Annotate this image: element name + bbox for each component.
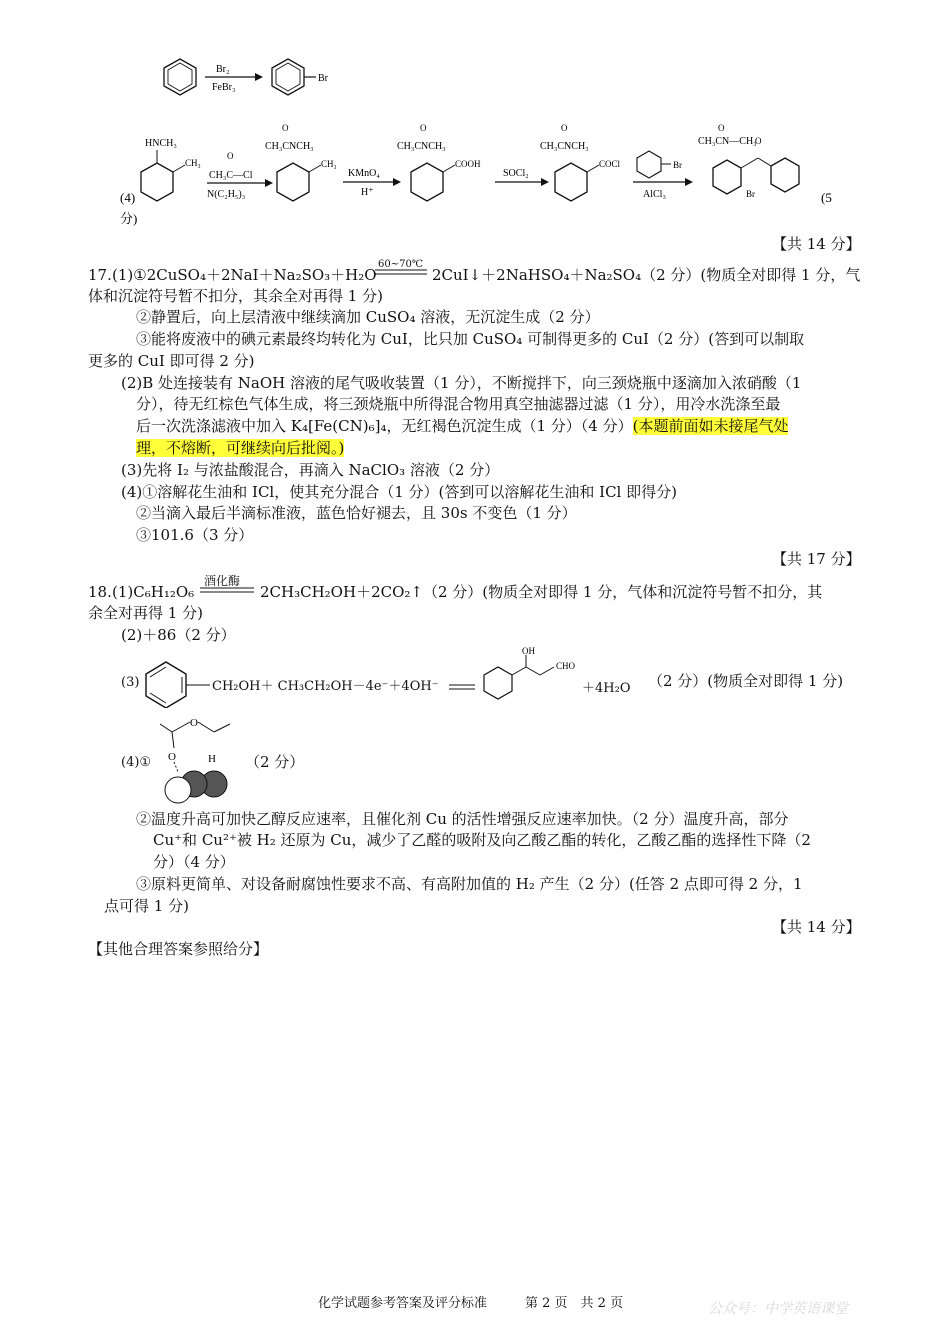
ball-stick-model: [150, 714, 240, 806]
q18-number: 18.: [88, 583, 112, 601]
equilibrium-equals: [375, 268, 427, 276]
reagent-ring: [637, 151, 661, 178]
watermark: 公众号：中学英语课堂: [708, 1301, 848, 1317]
general-note: 【其他合理答案参照给分】: [88, 940, 269, 958]
q18-4-2-line2: Cu⁺和 Cu²⁺被 H₂ 还原为 Cu，减少了乙醛的吸附及向乙酸乙酯的转化，乙酸乙酯的选择性下降（2: [153, 831, 811, 849]
q17-2-line3: [136, 416, 788, 437]
bromobenzene-ring: [272, 59, 304, 95]
ring-3: [411, 163, 443, 201]
svg-text:H: H: [208, 753, 216, 765]
q18-3-score: （2 分）(物质全对即得 1 分): [648, 672, 844, 690]
svg-text:O: O: [561, 123, 568, 133]
benzene-ring: [164, 59, 196, 95]
q18-4-3-line1: ③原料更简单、对设备耐腐蚀性要求不高、有高附加值的 H₂ 产生（2 分）(任答 2 点即可得 2 分，1: [136, 875, 803, 893]
q18-1-line2: 余全对再得 1 分): [88, 604, 203, 622]
q17-4-2: ②当滴入最后半滴标准液，蓝色恰好褪去，且 30s 不变色（1 分）: [136, 504, 577, 522]
svg-text:N(C₂H₅)₃: N(C₂H₅)₃: [207, 189, 246, 200]
svg-text:O: O: [755, 136, 762, 146]
q18-4-2-line1: ②温度升高可加快乙醇反应速率，且催化剂 Cu 的活性增强反应速率加快。（2 分）温度升高，部分: [136, 810, 789, 828]
ring-4: [555, 163, 587, 201]
q17-2-line1: (2)B 处连接装有 NaOH 溶液的尾气吸收装置（1 分），不断搅拌下，向三颈烧瓶中逐滴加入浓硝酸（1: [121, 374, 802, 392]
svg-text:(5: (5: [821, 190, 832, 205]
ring-5a: [713, 160, 741, 194]
svg-text:CH₃CNCH₃: CH₃CNCH₃: [540, 141, 589, 152]
svg-text:CHO: CHO: [556, 661, 576, 671]
svg-text:KMnO₄: KMnO₄: [348, 168, 380, 179]
svg-text:O: O: [227, 151, 234, 161]
q18-total: 【共 14 分】: [772, 918, 861, 936]
svg-text:CH₃CNCH₃: CH₃CNCH₃: [397, 141, 446, 152]
svg-text:SOCl₂: SOCl₂: [503, 168, 529, 179]
svg-text:O: O: [168, 751, 176, 763]
q17-3: (3)先将 I₂ 与浓盐酸混合，再滴入 NaClO₃ 溶液（2 分）: [121, 461, 500, 479]
svg-text:CH₃C—Cl: CH₃C—Cl: [209, 170, 253, 181]
q17-2-line2: 分），待无红棕色气体生成，将三颈烧瓶中所得混合物用真空抽滤器过滤（1 分），用冷水洗涤至最: [136, 395, 781, 413]
q17-1-3-line2: 更多的 CuI 即可得 2 分): [88, 352, 255, 370]
svg-text:O: O: [190, 717, 198, 729]
svg-text:CH₃: CH₃: [185, 158, 201, 168]
q18-1-a: (1)C₆H₁₂O₆: [112, 583, 195, 601]
highlight-note-2: 理，不熔断，可继续向后批阅。): [136, 439, 345, 457]
footer-page: 第 2 页 共 2 页: [525, 1296, 624, 1311]
q18-3-eq-b: ＋4H₂O: [582, 681, 631, 696]
svg-text:Br: Br: [746, 189, 755, 199]
svg-text:OH: OH: [522, 646, 535, 656]
bromination-scheme: [150, 58, 350, 114]
svg-text:H⁺: H⁺: [361, 187, 374, 198]
svg-text:分): 分): [120, 211, 138, 226]
reagent-bottom: FeBr₃: [212, 82, 236, 93]
svg-text:CH₃CNCH₃: CH₃CNCH₃: [265, 141, 314, 152]
svg-text:O: O: [420, 123, 427, 133]
q17-1-1-line1b: 2CuI↓＋2NaHSO₄＋Na₂SO₄（2 分）(物质全对即得 1 分，气: [432, 266, 861, 284]
benzyl-ring: [140, 658, 210, 708]
q17-2-line3-text: 后一次洗涤滤液中加入 K₄[Fe(CN)₆]₄，无红褐色沉淀生成（1 分）（4 分）: [136, 417, 633, 435]
q17-4-1: (4)①溶解花生油和 ICl，使其充分混合（1 分）(答到可以溶解花生油和 ICl 即得分): [121, 483, 677, 501]
q18-3-label: (3): [121, 675, 140, 690]
svg-text:AlCl₃: AlCl₃: [643, 189, 666, 200]
q17-1-1-line2: 体和沉淀符号暂不扣分，其余全对再得 1 分): [88, 287, 383, 305]
highlight-note: (本题前面如未接尾气处: [632, 417, 789, 435]
synthesis-scheme: [115, 118, 865, 228]
q18-condition: 酒化酶: [204, 574, 241, 588]
ring-5b: [771, 158, 799, 192]
svg-text:CH₃CN—CH₃: CH₃CN—CH₃: [698, 136, 757, 147]
svg-text:Br: Br: [673, 160, 682, 170]
q17-2-line4: [136, 438, 344, 459]
q18-2: (2)＋86（2 分）: [121, 626, 236, 644]
q17-total: 【共 17 分】: [772, 550, 861, 568]
q18-3-eq-a: CH₂OH＋ CH₃CH₂OH－4e⁻＋4OH⁻: [212, 679, 439, 694]
q17-1-2: ②静置后，向上层清液中继续滴加 CuSO₄ 溶液，无沉淀生成（2 分）: [136, 308, 600, 326]
svg-text:COCl: COCl: [599, 159, 621, 169]
reagent-top: Br₂: [216, 64, 230, 75]
svg-text:HNCH₃: HNCH₃: [145, 138, 177, 149]
ring-2: [277, 163, 309, 201]
q18-4-2-line3: 分）（4 分）: [153, 853, 235, 871]
svg-text:O: O: [718, 123, 725, 133]
q18-equals: [200, 586, 254, 594]
q18-4-score: （2 分）: [245, 753, 305, 771]
ring-1: [141, 163, 173, 201]
reaction-condition: 60~70℃: [378, 259, 424, 270]
q17-number: 17.: [88, 266, 112, 284]
svg-text:Br: Br: [318, 73, 328, 84]
q17-1-3-line1: ③能将废液中的碘元素最终均转化为 CuI，比只加 CuSO₄ 可制得更多的 CuI（2 分）(答到可以制取: [136, 330, 805, 348]
q18-4-label: (4)①: [121, 755, 152, 770]
q18-1-b: 2CH₃CH₂OH＋2CO₂↑（2 分）(物质全对即得 1 分，气体和沉淀符号暂不扣分，其: [260, 583, 823, 601]
q18-4-3-line2: 点可得 1 分): [104, 897, 189, 915]
q17-4-3: ③101.6（3 分）: [136, 526, 254, 544]
q17-1-1-line1: (1)①2CuSO₄＋2NaI＋Na₂SO₃＋H₂O: [112, 266, 377, 284]
part-label: (4): [120, 190, 136, 205]
q18-3-equals: [449, 683, 475, 691]
svg-text:CH₃: CH₃: [321, 159, 337, 169]
svg-text:COOH: COOH: [455, 159, 481, 169]
q16-total: 【共 14 分】: [772, 235, 861, 253]
product-structure: [478, 645, 588, 705]
footer-title: 化学试题参考答案及评分标准: [318, 1296, 488, 1311]
svg-text:O: O: [282, 123, 289, 133]
